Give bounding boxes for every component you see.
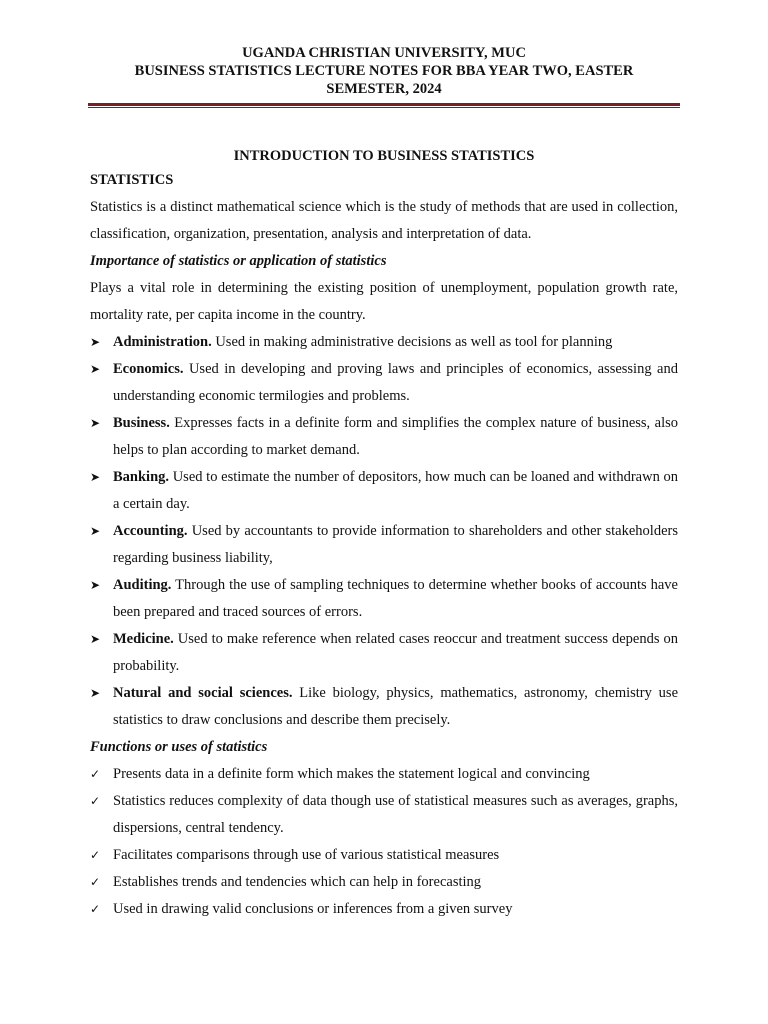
importance-item-term: Economics. bbox=[113, 361, 184, 377]
function-item bbox=[90, 842, 678, 869]
importance-item bbox=[90, 626, 678, 680]
function-item bbox=[90, 869, 678, 896]
importance-list bbox=[90, 329, 678, 734]
importance-item bbox=[90, 680, 678, 734]
arrowhead-bullet-icon: ➤ bbox=[90, 686, 101, 700]
checkmark-bullet-icon: ✓ bbox=[90, 848, 101, 862]
importance-item bbox=[90, 518, 678, 572]
arrowhead-bullet-icon: ➤ bbox=[90, 632, 101, 646]
header-rule-thick bbox=[88, 103, 680, 106]
function-item-text: Presents data in a definite form which makes the statement logical and convincing bbox=[113, 766, 590, 782]
importance-intro: Plays a vital role in determining the existing position of unemployment, population growth rate, mortality rate, per capita income in the country. bbox=[90, 280, 678, 323]
document-page bbox=[90, 44, 678, 923]
checkmark-bullet-icon: ✓ bbox=[90, 794, 101, 808]
document-header bbox=[90, 44, 678, 98]
function-item-text: Statistics reduces complexity of data though use of statistical measures such as averages, graphs, dispersions, central tendency. bbox=[113, 793, 678, 836]
importance-item-text: Used in developing and proving laws and principles of economics, assessing and understanding economic termilogies and problems. bbox=[113, 361, 678, 404]
arrowhead-bullet-icon: ➤ bbox=[90, 524, 101, 538]
importance-item bbox=[90, 356, 678, 410]
function-item bbox=[90, 896, 678, 923]
arrowhead-bullet-icon: ➤ bbox=[90, 362, 101, 376]
importance-item-text: Used to estimate the number of depositors, how much can be loaned and withdrawn on a certain day. bbox=[113, 469, 678, 512]
importance-item-term: Banking. bbox=[113, 469, 170, 485]
importance-item-text: Expresses facts in a definite form and simplifies the complex nature of business, also helps to plan according to market demand. bbox=[113, 415, 678, 458]
importance-item-term: Auditing. bbox=[113, 577, 172, 593]
function-item-text: Establishes trends and tendencies which can help in forecasting bbox=[113, 874, 482, 890]
importance-item-text: Through the use of sampling techniques to determine whether books of accounts have been prepared and traced sources of errors. bbox=[113, 577, 678, 620]
checkmark-bullet-icon: ✓ bbox=[90, 767, 101, 781]
functions-heading: Functions or uses of statistics bbox=[90, 739, 268, 755]
function-item bbox=[90, 788, 678, 842]
arrowhead-bullet-icon: ➤ bbox=[90, 470, 101, 484]
header-course: BUSINESS STATISTICS LECTURE NOTES FOR BBA YEAR TWO, EASTER bbox=[134, 63, 634, 79]
importance-item-term: Medicine. bbox=[113, 631, 174, 647]
header-rule-thin bbox=[88, 107, 680, 108]
header-semester: SEMESTER, 2024 bbox=[326, 81, 442, 97]
importance-item-term: Administration. bbox=[113, 334, 212, 350]
importance-item bbox=[90, 329, 678, 356]
section-heading: STATISTICS bbox=[90, 172, 174, 188]
function-item-text: Used in drawing valid conclusions or inferences from a given survey bbox=[113, 901, 513, 917]
function-item-text: Facilitates comparisons through use of various statistical measures bbox=[113, 847, 500, 863]
header-university: UGANDA CHRISTIAN UNIVERSITY, MUC bbox=[242, 45, 526, 61]
importance-item-text: Used by accountants to provide information to shareholders and other stakeholders regarding business liability, bbox=[113, 523, 678, 566]
importance-item-term: Accounting. bbox=[113, 523, 188, 539]
importance-item-text: Used in making administrative decisions as well as tool for planning bbox=[211, 334, 613, 350]
importance-item-text: Used to make reference when related cases reoccur and treatment success depends on probability. bbox=[113, 631, 678, 674]
importance-item-text: Like biology, physics, mathematics, astronomy, chemistry use statistics to draw conclusions and describe them precisely. bbox=[113, 685, 678, 728]
importance-item bbox=[90, 464, 678, 518]
function-item bbox=[90, 761, 678, 788]
importance-item-term: Business. bbox=[113, 415, 170, 431]
arrowhead-bullet-icon: ➤ bbox=[90, 335, 101, 349]
arrowhead-bullet-icon: ➤ bbox=[90, 416, 101, 430]
importance-item-term: Natural and social sciences. bbox=[113, 685, 293, 701]
importance-item bbox=[90, 572, 678, 626]
arrowhead-bullet-icon: ➤ bbox=[90, 578, 101, 592]
functions-list bbox=[90, 761, 678, 923]
checkmark-bullet-icon: ✓ bbox=[90, 875, 101, 889]
importance-heading: Importance of statistics or application of statistics bbox=[90, 253, 387, 269]
definition-paragraph: Statistics is a distinct mathematical science which is the study of methods that are used in collection, classification, organization, presentation, analysis and interpretation of data. bbox=[90, 199, 678, 242]
importance-item bbox=[90, 410, 678, 464]
page-title: INTRODUCTION TO BUSINESS STATISTICS bbox=[233, 148, 535, 164]
checkmark-bullet-icon: ✓ bbox=[90, 902, 101, 916]
header-rule bbox=[90, 103, 678, 109]
